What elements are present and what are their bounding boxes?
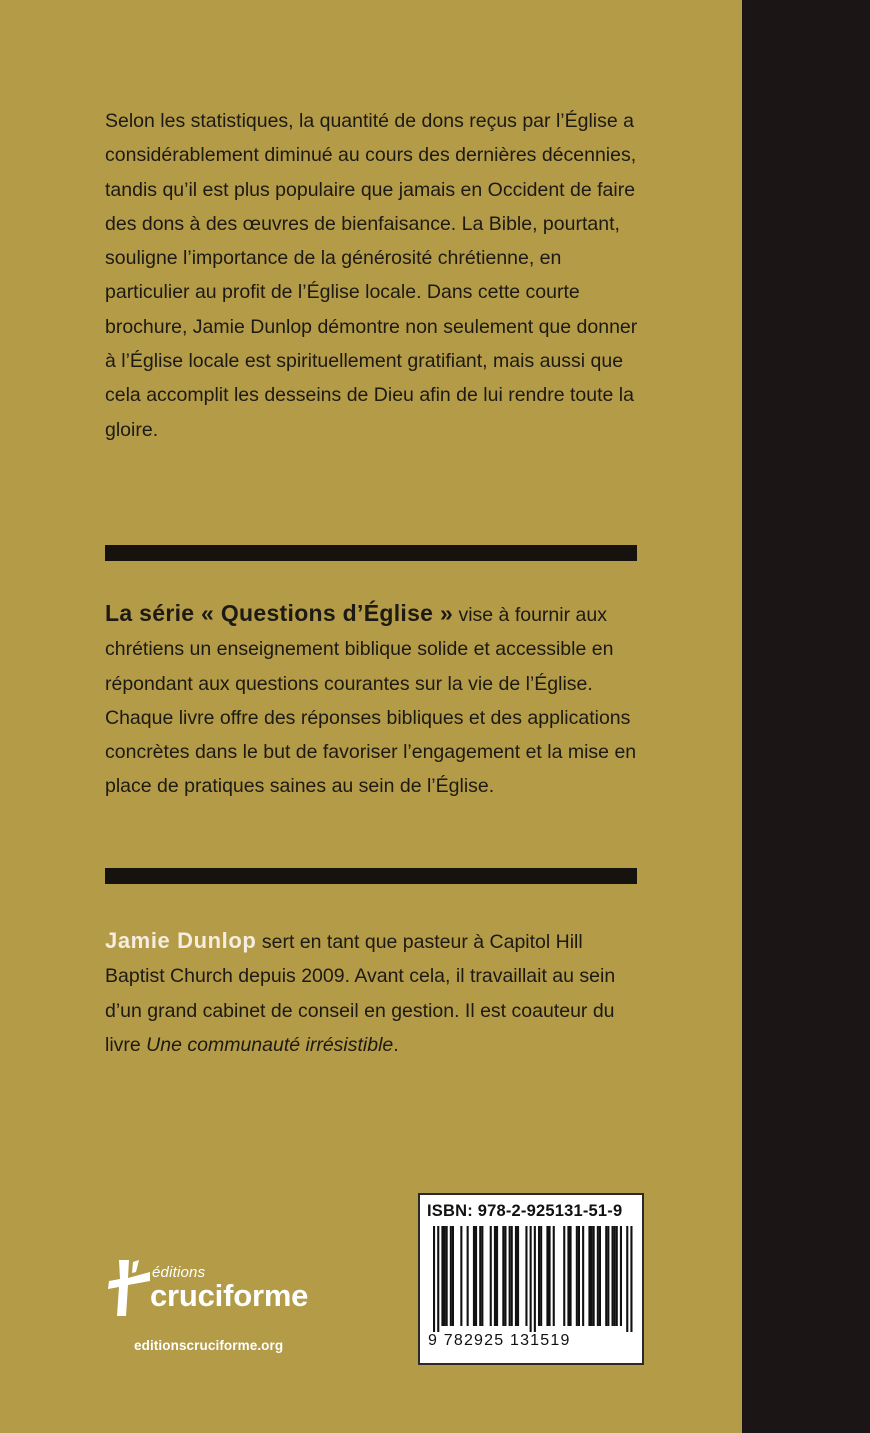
barcode-bar [517, 1226, 519, 1326]
book-spine [742, 0, 870, 1433]
barcode-bar [452, 1226, 454, 1326]
barcode-bar [570, 1226, 572, 1326]
description-text: Selon les statistiques, la quantité de dons reçus par l’Église a considérablement diminué au cours des dernières décennies, tandis qu’il est plus populaire que jamais en Occident de faire des dons à des œuvres de bienfaisance. La Bible, pourtant, souligne l’importance de la générosité chrétienne, en particulier au profit de l’Église locale. Dans cette courte brochure, Jamie Dunlop démontre non seulement que donner à l’Église locale est spirituellement gratifiant, mais aussi que cela accomplit les desseins de Dieu afin de lui rendre toute la gloire. [105, 110, 638, 441]
barcode-bar [567, 1226, 569, 1326]
barcode-bar [473, 1226, 475, 1326]
barcode-bar [593, 1226, 595, 1326]
barcode-bar [576, 1226, 578, 1326]
barcode-bar [433, 1226, 435, 1332]
divider-rule [105, 545, 637, 561]
barcode-bar [620, 1226, 622, 1326]
barcode-bar [481, 1226, 483, 1326]
barcode-bar [490, 1226, 492, 1326]
barcode-bar [509, 1226, 511, 1326]
barcode-bar [607, 1226, 609, 1326]
barcode-bar [582, 1226, 584, 1326]
barcode-bar [511, 1226, 513, 1326]
barcode-bar [578, 1226, 580, 1326]
barcode-bar [504, 1226, 506, 1326]
barcode-bar [515, 1226, 517, 1326]
barcode-bar [479, 1226, 481, 1326]
barcode-bar [450, 1226, 452, 1326]
barcode-bar [525, 1226, 527, 1326]
publisher-website: editionscruciforme.org [134, 1338, 284, 1353]
series-blurb [105, 596, 645, 804]
barcode-bar [530, 1226, 532, 1332]
barcode-bar [496, 1226, 498, 1326]
author-bio [105, 924, 645, 1062]
barcode-bar [444, 1226, 446, 1326]
publisher-small-label: éditions [152, 1264, 206, 1281]
barcode-bar [549, 1226, 551, 1326]
barcode-bar [534, 1226, 536, 1332]
barcode-bar [437, 1226, 439, 1332]
barcode-bar [597, 1226, 599, 1326]
cruciform-cross-icon [106, 1258, 154, 1320]
barcode-bar [494, 1226, 496, 1326]
barcode-bar [626, 1226, 628, 1332]
barcode-bar [616, 1226, 618, 1326]
series-text: vise à fournir aux chrétiens un enseignement biblique solide et accessible en répondant aux questions courantes sur la vie de l’Église. Chaque livre offre des réponses bibliques et des applications concrètes dans le but de favoriser l’engagement et la mise en place de pratiques saines au sein de l’Église. [105, 604, 637, 798]
barcode-bar [502, 1226, 504, 1326]
book-description [105, 104, 645, 447]
isbn-label: ISBN: 978-2-925131-51-9 [427, 1202, 623, 1220]
barcode-bar [538, 1226, 540, 1326]
publisher-name: cruciforme [150, 1278, 309, 1313]
book-title-reference: Une communauté irrésistible [146, 1033, 394, 1056]
author-name: Jamie Dunlop [105, 928, 257, 953]
barcode-bar [563, 1226, 565, 1326]
barcode-bar [588, 1226, 590, 1326]
barcode-bar [553, 1226, 555, 1326]
barcode-bar [475, 1226, 477, 1326]
series-name: La série « Questions d’Église » [105, 600, 454, 626]
barcode-bar [467, 1226, 469, 1326]
barcode-bar [540, 1226, 542, 1326]
barcode-bar [591, 1226, 593, 1326]
barcode-digits: 9 782925 131519 [428, 1332, 571, 1349]
barcode-bar [546, 1226, 548, 1326]
barcode-bar [446, 1226, 448, 1326]
barcode-bar [460, 1226, 462, 1326]
barcode-bar [599, 1226, 601, 1326]
barcode-bar [630, 1226, 632, 1332]
barcode-bars [426, 1226, 638, 1332]
publisher-logo [106, 1258, 366, 1328]
divider-rule [105, 868, 637, 884]
barcode-bar [612, 1226, 614, 1326]
author-bio-end: . [393, 1033, 399, 1056]
isbn-barcode [418, 1193, 644, 1365]
barcode-bar [441, 1226, 443, 1326]
barcode-bar [614, 1226, 616, 1326]
barcode-bar [605, 1226, 607, 1326]
author-bio-text: sert en tant que pasteur à Capitol Hill Baptist Church depuis 2009. Avant cela, il travaillait au sein d’un grand cabinet de conseil en gestion. Il est coauteur du livre [105, 931, 616, 1056]
